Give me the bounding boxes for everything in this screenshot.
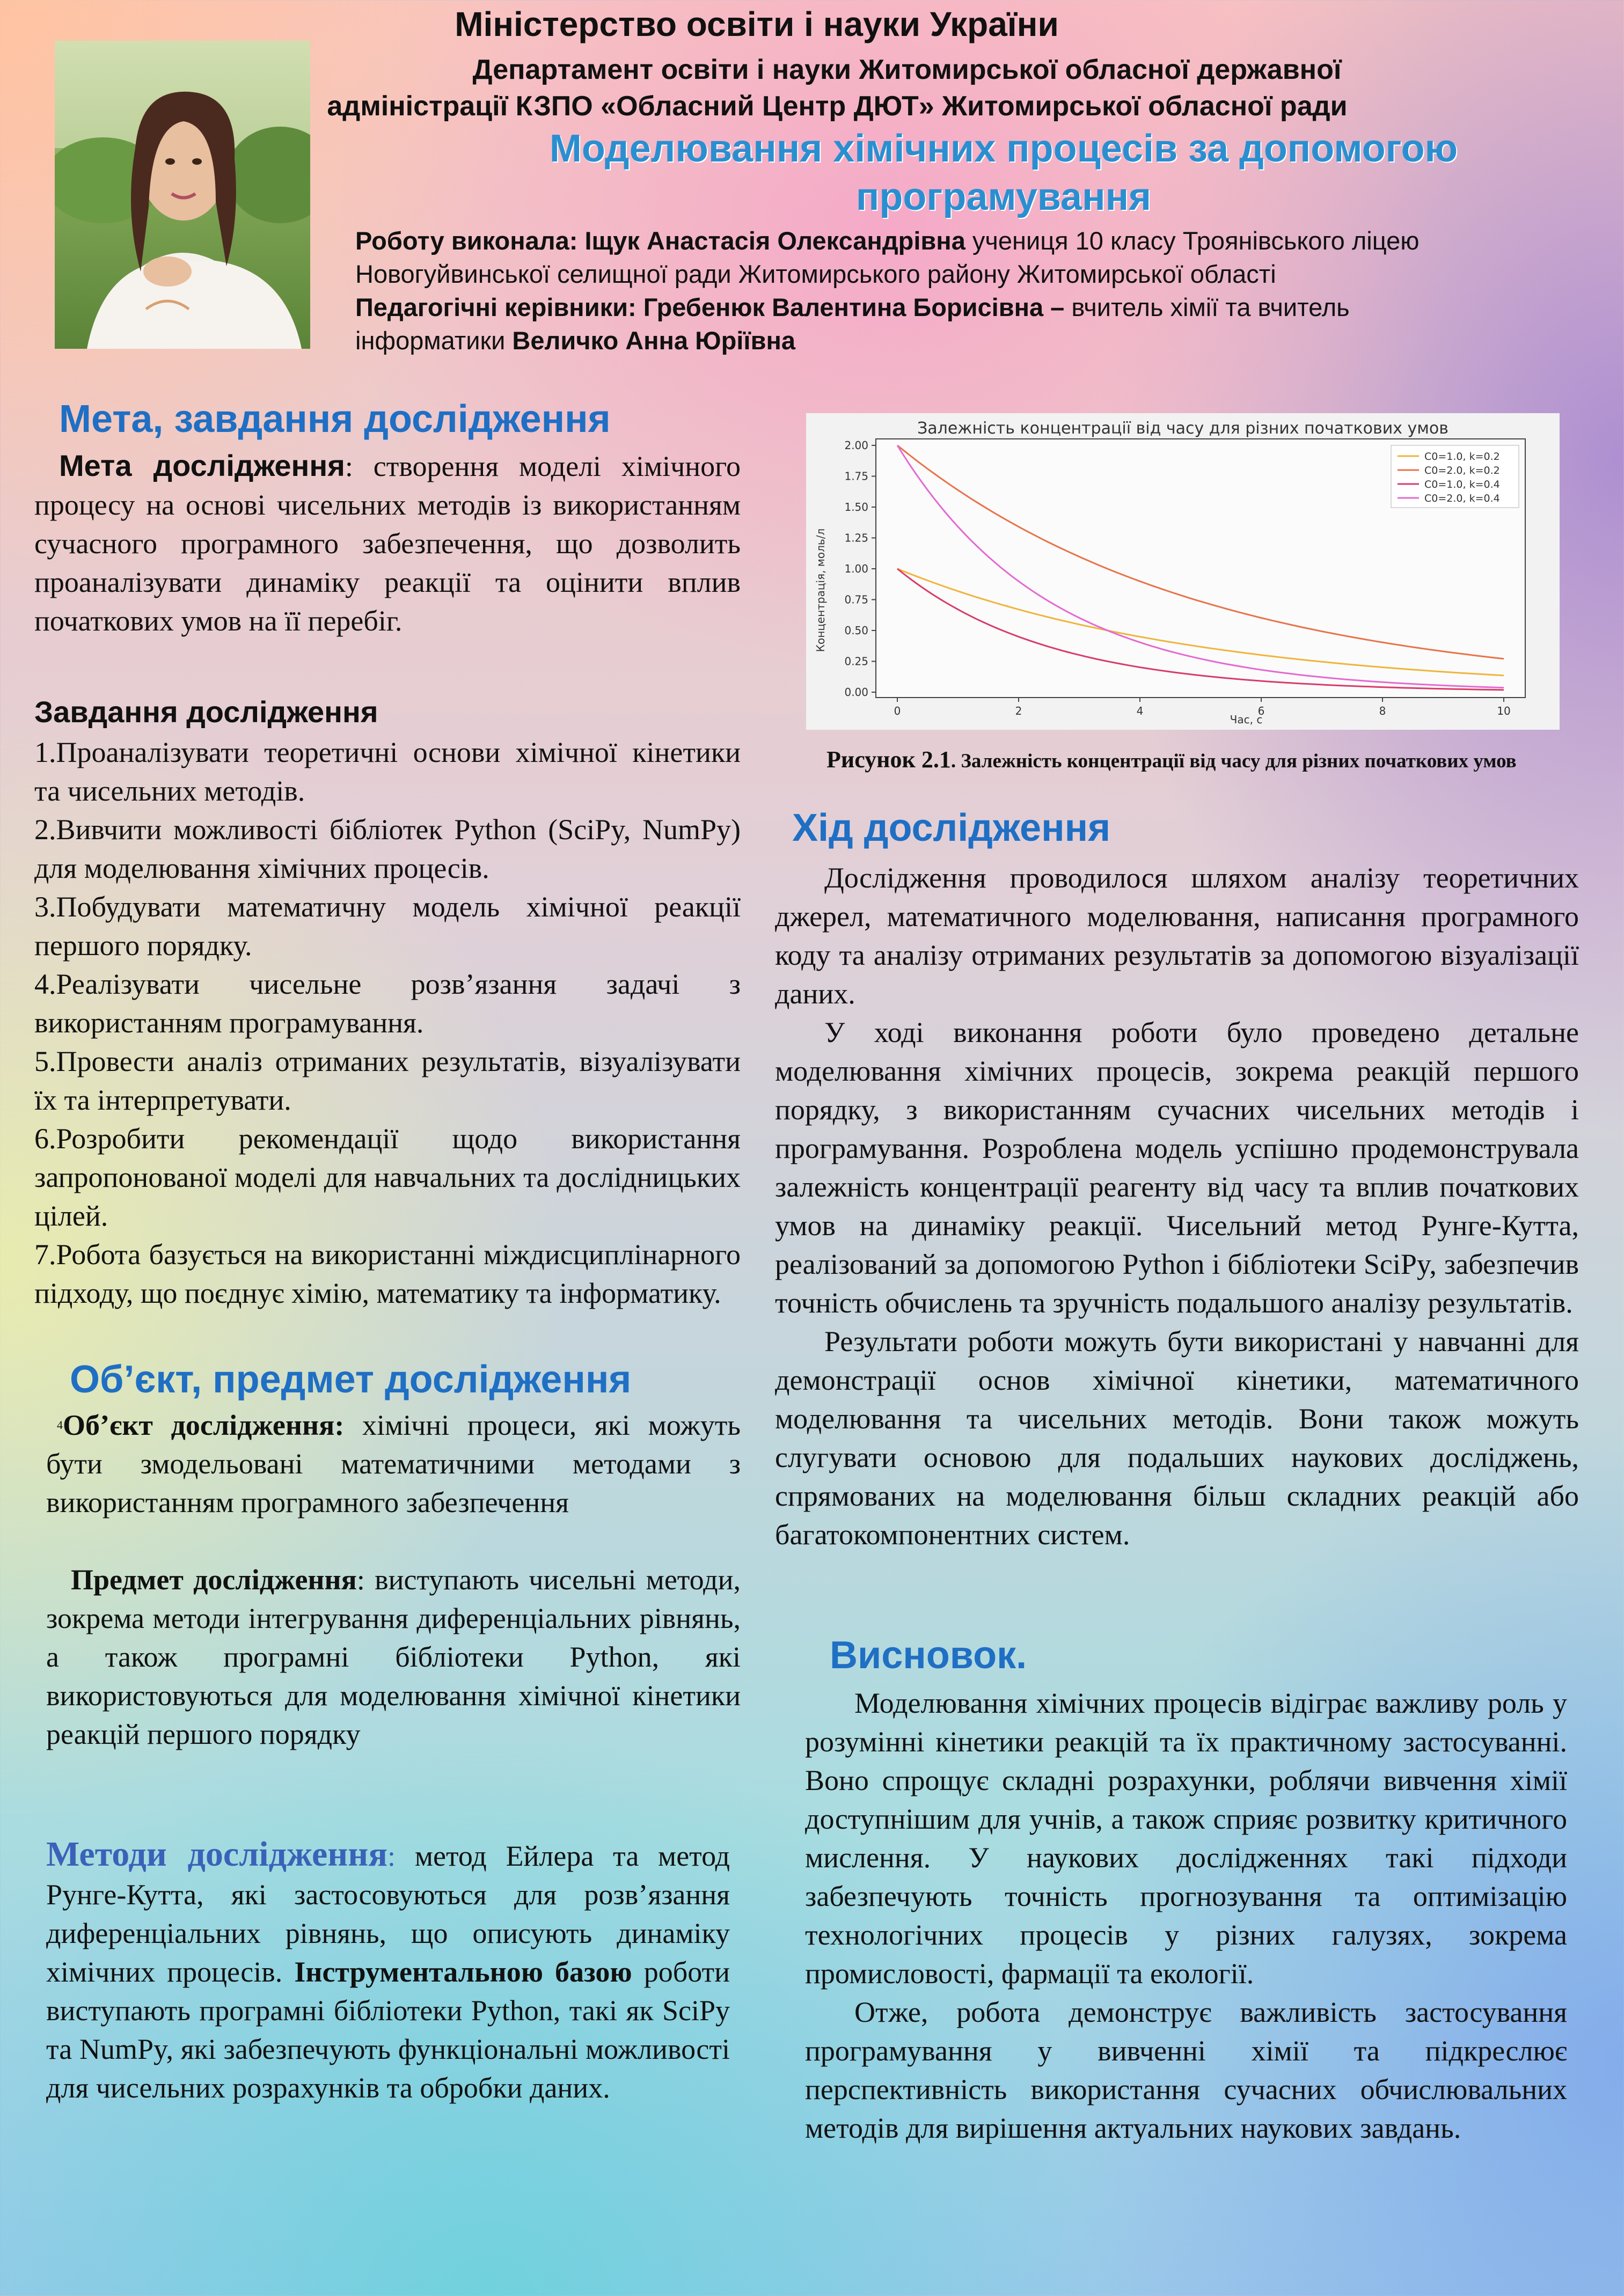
goal-text: : створення моделі хімічного процесу на основі чисельних методів із використанням сучасного програмного забезпечення, що дозволить проаналізувати динаміку реакції та оцінити вплив початкових умов на її перебіг. bbox=[34, 450, 741, 637]
task-item-4: 4.Реалізувати чисельне розв’язання задачі з використанням програмування. bbox=[34, 968, 741, 1039]
task-item-7: 7.Робота базується на використанні міждисциплінарного підходу, що поєднує хімію, математику та інформатику. bbox=[34, 1238, 741, 1309]
supervisor2-name: Величко Анна Юріївна bbox=[512, 326, 796, 355]
supervisor-label: Педагогічні керівники: Гребенюк Валентина Борисівна – bbox=[355, 293, 1065, 321]
task-item-6: 6.Розробити рекомендації щодо використання запропонованої моделі для навчальних та дослідницьких цілей. bbox=[34, 1123, 741, 1232]
y-tick-label: 1.00 bbox=[844, 562, 868, 575]
y-tick-label: 0.25 bbox=[844, 655, 868, 668]
object-marker: 4 bbox=[57, 1418, 63, 1432]
concentration-chart bbox=[806, 413, 1560, 730]
tool-base-text: роботи виступають програмні бібліотеки Python, такі як SciPy та NumPy, які забезпечують функціональні можливості для чисельних розрахунків та обробки даних. bbox=[46, 1956, 730, 2104]
task-item-2: 2.Вивчити можливості бібліотек Python (SciPy, NumPy) для моделювання хімічних процесів. bbox=[34, 813, 741, 884]
conclusion-body bbox=[805, 1684, 1567, 2147]
subject-text: : виступають чисельні методи, зокрема методи інтегрування диференціальних рівнянь, а також програмні бібліотеки Python, які використовуються для моделювання хімічної кінетики реакцій першого порядку bbox=[46, 1564, 741, 1750]
legend-label: C0=1.0, k=0.4 bbox=[1424, 479, 1500, 490]
x-tick-label: 2 bbox=[1015, 705, 1022, 717]
conclusion-paragraph-2: Отже, робота демонструє важливість застосування програмування у вивченні хімії та підкреслює перспективність використання сучасних обчислювальних методів для вирішення актуальних наукових завдань. bbox=[805, 1996, 1567, 2144]
object-text: хімічні процеси, які можуть бути змодельовані математичними методами з використанням програмного забезпечення bbox=[46, 1409, 741, 1519]
y-tick-label: 0.75 bbox=[844, 593, 868, 606]
chart-ylabel: Концентрація, моль/л bbox=[814, 528, 827, 652]
object-heading: Об’єкт, предмет дослідження bbox=[70, 1358, 632, 1401]
figure-caption bbox=[826, 746, 1605, 773]
conclusion-heading: Висновок. bbox=[830, 1634, 1027, 1677]
authors-block bbox=[355, 224, 1482, 357]
progress-body bbox=[775, 859, 1579, 1554]
chart-title: Залежність концентрації від часу для різних початкових умов bbox=[917, 419, 1449, 438]
progress-heading: Хід дослідження bbox=[792, 806, 1111, 849]
poster-title: Моделювання хімічних процесів за допомогою програмування bbox=[549, 127, 1458, 218]
progress-paragraph-1: Дослідження проводилося шляхом аналізу теоретичних джерел, математичного моделювання, написання програмного коду та аналізу отриманих результатів за допомогою візуалізації даних. bbox=[775, 862, 1579, 1010]
ministry-heading: Міністерство освіти і науки України bbox=[455, 5, 1059, 43]
y-tick-label: 1.25 bbox=[844, 531, 868, 545]
y-tick-label: 1.50 bbox=[844, 501, 868, 514]
x-tick-label: 0 bbox=[894, 705, 901, 717]
x-tick-label: 6 bbox=[1257, 705, 1265, 717]
x-tick-label: 4 bbox=[1136, 705, 1144, 717]
methods-colon: : bbox=[387, 1840, 396, 1872]
chart-svg bbox=[806, 413, 1560, 730]
caption-text: . Залежність концентрації від часу для різних початкових умов bbox=[950, 750, 1517, 772]
conclusion-paragraph-1: Моделювання хімічних процесів відіграє важливу роль у розумінні кінетики реакцій та їх практичному застосуванні. Воно спрощує складні розрахунки, роблячи вивчення хімії доступнішим для учнів, а також сприяє розвитку критичного мислення. У наукових дослідженнях такі підходи забезпечують точність прогнозування та оптимізацію технологічних процесів у різних галузях, зокрема промисловості, фармації та екології. bbox=[805, 1687, 1567, 1990]
author-photo bbox=[55, 41, 310, 349]
author-label: Роботу виконала: Іщук Анастасія Олександрівна bbox=[355, 226, 965, 255]
y-tick-label: 0.00 bbox=[844, 686, 868, 699]
supervisor-details: вчитель хімії та вчитель інформатики bbox=[355, 293, 1350, 355]
tool-base-label: Інструментальною базою bbox=[294, 1956, 632, 1988]
goal-paragraph bbox=[34, 446, 741, 640]
subject-label: Предмет дослідження bbox=[71, 1564, 357, 1596]
x-tick-label: 10 bbox=[1497, 705, 1511, 717]
goal-label: Мета дослідження bbox=[59, 449, 345, 482]
chart-xlabel: Час, с bbox=[1230, 713, 1263, 726]
y-tick-label: 2.00 bbox=[844, 439, 868, 452]
legend-label: C0=1.0, k=0.2 bbox=[1424, 451, 1500, 463]
progress-paragraph-2: У ході виконання роботи було проведено детальне моделювання хімічних процесів, зокрема реакцій першого порядку, з використанням сучасних чисельних методів і програмування. Розроблена модель успішно продемонструвала залежність концентрації реагенту від часу та вплив початкових умов на динаміку реакції. Чисельний метод Рунге-Кутта, реалізований за допомогою Python і бібліотеки SciPy, забезпечив точність обчислень та зручність подальшого аналізу результатів. bbox=[775, 1016, 1579, 1319]
methods-paragraph bbox=[46, 1835, 730, 2107]
y-tick-label: 0.50 bbox=[844, 624, 868, 637]
y-tick-label: 1.75 bbox=[844, 470, 868, 483]
tasks-list bbox=[34, 733, 741, 1312]
tasks-heading: Завдання дослідження bbox=[34, 695, 378, 729]
methods-label: Методи дослідження bbox=[46, 1835, 388, 1874]
task-item-5: 5.Провести аналіз отриманих результатів, візуалізувати їх та інтерпретувати. bbox=[34, 1045, 741, 1116]
task-item-3: 3.Побудувати математичну модель хімічної реакції першого порядку. bbox=[34, 891, 741, 962]
object-label: Об’єкт дослідження: bbox=[63, 1409, 345, 1441]
methods-text: метод Ейлера та метод Рунге-Кутта, які застосовуються для розв’язання диференціальних рівнянь, що описують динаміку хімічних процесів. bbox=[46, 1840, 730, 1988]
x-tick-label: 8 bbox=[1379, 705, 1386, 717]
legend-label: C0=2.0, k=0.2 bbox=[1424, 465, 1500, 476]
department-line1: Департамент освіти і науки Житомирської обласної державної bbox=[472, 54, 1342, 85]
subject-paragraph bbox=[46, 1560, 741, 1754]
department-line2: адміністрації КЗПО «Обласний Центр ДЮТ» Житомирської обласної ради bbox=[327, 91, 1348, 122]
object-paragraph bbox=[46, 1406, 741, 1522]
task-item-1: 1.Проаналізувати теоретичні основи хімічної кінетики та чисельних методів. bbox=[34, 736, 741, 807]
author-details: учениця 10 класу Троянівського ліцею Новогуйвинської селищної ради Житомирського району Житомирської області bbox=[355, 226, 1420, 288]
legend-label: C0=2.0, k=0.4 bbox=[1424, 493, 1500, 504]
progress-paragraph-3: Результати роботи можуть бути використані у навчанні для демонстрації основ хімічної кінетики, математичного моделювання та чисельних методів. Вони також можуть слугувати основою для подальших наукових досліджень, спрямованих на моделювання більш складних реакцій або багатокомпонентних систем. bbox=[775, 1325, 1579, 1551]
goal-heading: Мета, завдання дослідження bbox=[59, 398, 611, 441]
caption-label: Рисунок 2.1 bbox=[826, 746, 951, 773]
